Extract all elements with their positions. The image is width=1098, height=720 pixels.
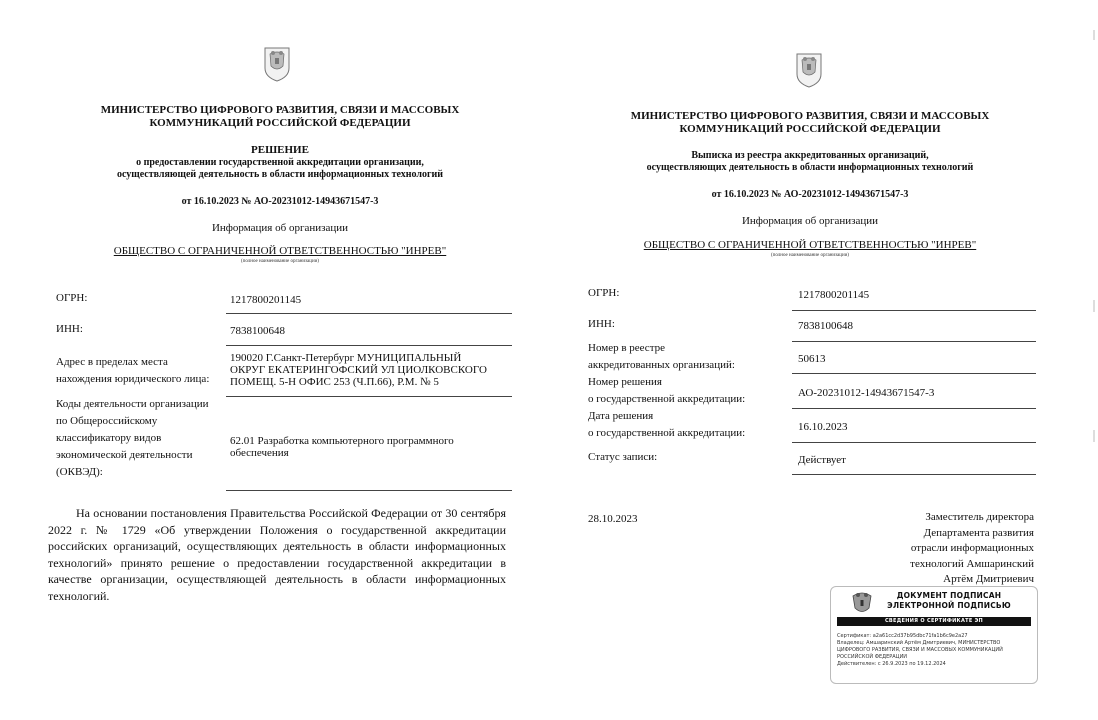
- row-divider: [226, 313, 512, 314]
- signer-line: Заместитель директора: [925, 511, 1034, 523]
- ogrn-value: 1217800201145: [230, 294, 302, 306]
- certificate-line: Сертификат: a2a61cc2d37b95dbc71fa1b6c9e2a27: [837, 633, 968, 639]
- decision-subtitle-line: осуществляющей деятельность в области информационных технологий: [116, 169, 444, 180]
- okved-label-line: (ОКВЭД):: [56, 466, 103, 478]
- inn-value: 7838100648: [798, 320, 853, 332]
- extract-title-line: осуществляющих деятельность в области информационных технологий: [646, 162, 974, 173]
- organization-name: ОБЩЕСТВО С ОГРАНИЧЕННОЙ ОТВЕТСТВЕННОСТЬЮ "ИНРЕВ": [643, 239, 977, 251]
- registry-number-value: 50613: [798, 353, 826, 365]
- decision-date-number: от 16.10.2023 № АО-20231012-14943671547-3: [181, 196, 379, 207]
- extract-date-number: от 16.10.2023 № АО-20231012-14943671547-3: [711, 189, 909, 200]
- organization-name-caption: (полное наименование организации): [241, 259, 319, 264]
- decision-date-label: [588, 408, 745, 442]
- registry-number-label-line: аккредитованных организаций:: [588, 359, 735, 371]
- signature-stamp-title-line: ДОКУМЕНТ ПОДПИСАН: [896, 591, 1002, 600]
- ministry-line: КОММУНИКАЦИЙ РОССИЙСКОЙ ФЕДЕРАЦИИ: [149, 117, 411, 129]
- registry-number-label: [588, 340, 735, 374]
- signer-block: [860, 510, 1034, 588]
- coat-of-arms-emblem: [794, 50, 824, 88]
- ministry-heading: [590, 110, 1030, 136]
- row-divider: [792, 408, 1036, 409]
- address-value: [230, 352, 487, 388]
- okved-value-line: 62.01 Разработка компьютерного программного: [230, 435, 454, 447]
- inn-label: ИНН:: [588, 318, 615, 330]
- row-divider: [792, 442, 1036, 443]
- signature-stamp-title: [869, 591, 1029, 611]
- row-divider: [226, 490, 512, 491]
- inn-label: ИНН:: [56, 323, 83, 335]
- ogrn-label: ОГРН:: [56, 292, 88, 304]
- okved-value: [230, 435, 454, 459]
- inn-value: 7838100648: [230, 325, 285, 337]
- certificate-owner-line: РОССИЙСКОЙ ФЕДЕРАЦИИ: [837, 654, 908, 660]
- okved-label-line: классификатору видов: [56, 432, 162, 444]
- ogrn-label: ОГРН:: [588, 287, 620, 299]
- address-value-line: 190020 Г.Санкт-Петербург МУНИЦИПАЛЬНЫЙ: [230, 352, 462, 364]
- decision-subtitle: [60, 157, 500, 181]
- registry-number-label-line: Номер в реестре: [588, 342, 666, 354]
- info-heading: Информация об организации: [211, 222, 349, 234]
- status-label: Статус записи:: [588, 451, 658, 463]
- decision-number-label-line: о государственной аккредитации:: [588, 393, 746, 405]
- row-divider: [226, 345, 512, 346]
- row-divider: [226, 396, 512, 397]
- okved-value-line: обеспечения: [230, 447, 289, 459]
- signer-line: отрасли информационных: [910, 542, 1034, 554]
- extract-title-line: Выписка из реестра аккредитованных организаций,: [691, 150, 929, 161]
- address-label: [56, 354, 209, 388]
- okved-label: [56, 396, 209, 481]
- okved-label-line: Коды деятельности организации: [56, 398, 209, 410]
- signer-line: технологий Амшаринский: [910, 557, 1034, 570]
- signer-line: Департамента развития: [923, 526, 1034, 539]
- certificate-owner-line: Владелец: Амшаринский Артём Дмитриевич, МИНИСТЕРСТВО: [837, 640, 1001, 646]
- organization-name: ОБЩЕСТВО С ОГРАНИЧЕННОЙ ОТВЕТСТВЕННОСТЬЮ "ИНРЕВ": [113, 245, 447, 257]
- organization-name-caption: (полное наименование организации): [771, 253, 849, 258]
- extract-title: [590, 150, 1030, 174]
- electronic-signature-stamp: [830, 586, 1038, 684]
- ministry-heading: [60, 104, 500, 130]
- row-divider: [792, 341, 1036, 342]
- decision-number-label-line: Номер решения: [588, 376, 662, 388]
- ministry-line: МИНИСТЕРСТВО ЦИФРОВОГО РАЗВИТИЯ, СВЯЗИ И МАССОВЫХ: [630, 110, 990, 122]
- decision-subtitle-line: о предоставлении государственной аккредитации организации,: [136, 157, 424, 168]
- page-edge-mark: [1093, 300, 1095, 312]
- row-divider: [792, 373, 1036, 374]
- address-value-line: ПОМЕЩ. 5-Н ОФИС 253 (Ч.П.66), Р.М. № 5: [230, 376, 439, 388]
- coat-of-arms-emblem: [262, 44, 292, 82]
- okved-label-line: экономической деятельности: [56, 449, 193, 461]
- ogrn-value: 1217800201145: [798, 289, 870, 301]
- page-edge-mark: [1093, 430, 1095, 442]
- decision-paragraph: На основании постановления Правительства Российской Федерации от 30 сентября 2022 г. № 1729 «Об утверждении Положения о государственной аккредитации российских организаций, осуществляющих деятельность в области информационных технологий» принято решение о предоставлении государственной аккредитации в качестве организации, осуществляющей деятельность в области информационных технологий.: [48, 506, 506, 603]
- ministry-line: КОММУНИКАЦИЙ РОССИЙСКОЙ ФЕДЕРАЦИИ: [679, 123, 941, 135]
- decision-date-label-line: Дата решения: [588, 410, 654, 422]
- info-heading: Информация об организации: [741, 215, 879, 227]
- address-value-line: ОКРУГ ЕКАТЕРИНГОФСКИЙ УЛ ЦИОЛКОВСКОГО: [230, 364, 487, 376]
- decision-date-label-line: о государственной аккредитации:: [588, 427, 746, 439]
- certificate-details: [837, 633, 1031, 668]
- status-value: Действует: [798, 454, 846, 466]
- footer-date: 28.10.2023: [588, 513, 638, 525]
- okved-label-line: по Общероссийскому: [56, 415, 158, 427]
- row-divider: [792, 310, 1036, 311]
- signature-stamp-title-line: ЭЛЕКТРОННОЙ ПОДПИСЬЮ: [887, 601, 1011, 610]
- decision-number-label: [588, 374, 745, 408]
- decision-title: РЕШЕНИЕ: [251, 144, 309, 156]
- row-divider: [792, 474, 1036, 475]
- decision-date-value: 16.10.2023: [798, 421, 848, 433]
- page-edge-mark: [1093, 30, 1095, 40]
- address-label-line: нахождения юридического лица:: [56, 373, 210, 385]
- signer-line: Артём Дмитриевич: [943, 573, 1034, 585]
- ministry-line: МИНИСТЕРСТВО ЦИФРОВОГО РАЗВИТИЯ, СВЯЗИ И МАССОВЫХ: [100, 104, 460, 116]
- certificate-header-bar: СВЕДЕНИЯ О СЕРТИФИКАТЕ ЭП: [837, 617, 1031, 626]
- address-label-line: Адрес в пределах места: [56, 356, 168, 368]
- certificate-owner-line: ЦИФРОВОГО РАЗВИТИЯ, СВЯЗИ И МАССОВЫХ КОММУНИКАЦИЙ: [837, 647, 1003, 653]
- certificate-validity-line: Действителен: с 26.9.2023 по 19.12.2024: [837, 661, 946, 667]
- decision-number-value: АО-20231012-14943671547-3: [798, 387, 935, 399]
